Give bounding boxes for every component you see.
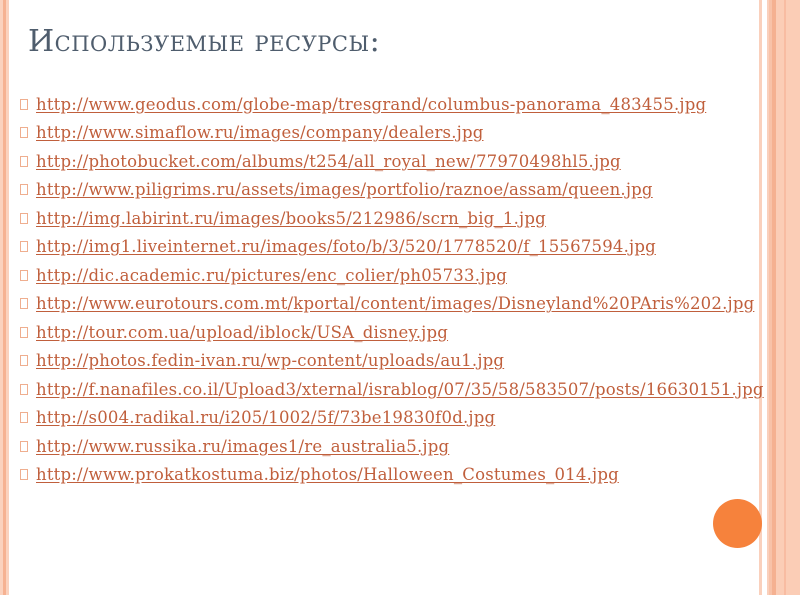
resource-link[interactable]: http://img1.liveinternet.ru/images/foto/b/3/520/1778520/f_15567594.jpg [36,237,656,257]
resource-link[interactable]: http://img.labirint.ru/images/books5/212986/scrn_big_1.jpg [36,208,546,228]
square-bullet-icon [20,412,28,423]
resource-list-item [18,461,752,490]
resource-list-item [18,347,752,376]
resource-link[interactable]: http://tour.com.ua/upload/iblock/USA_disney.jpg [36,322,449,342]
resource-link[interactable]: http://www.simaflow.ru/images/company/dealers.jpg [36,123,484,143]
square-bullet-icon [20,327,28,338]
slide-title: Используемые ресурсы: [28,24,381,59]
resource-list-item [18,404,752,433]
resource-link[interactable]: http://www.eurotours.com.mt/kportal/content/images/Disneyland%20PAris%202.jpg [36,294,755,314]
resource-link[interactable]: http://www.prokatkostuma.biz/photos/Halloween_Costumes_014.jpg [36,465,619,485]
resource-list-item [18,375,764,404]
square-bullet-icon [20,270,28,281]
right-border-decoration [759,0,800,595]
resource-list-item [18,432,752,461]
square-bullet-icon [20,156,28,167]
resource-link[interactable]: http://www.piligrims.ru/assets/images/portfolio/raznoe/assam/queen.jpg [36,180,653,200]
square-bullet-icon [20,184,28,195]
square-bullet-icon [20,384,28,395]
resource-list-item [18,204,752,233]
square-bullet-icon [20,355,28,366]
square-bullet-icon [20,441,28,452]
square-bullet-icon [20,213,28,224]
resource-list-item [18,119,752,148]
resource-list-item [18,90,752,119]
left-border-decoration [0,0,10,595]
accent-circle [713,499,762,548]
resource-list-item [18,176,752,205]
square-bullet-icon [20,99,28,110]
resource-list-item [18,318,752,347]
resource-list-item [18,290,755,319]
resource-link[interactable]: http://f.nanafiles.co.il/Upload3/xternal/israblog/07/35/58/583507/posts/16630151.jpg [36,379,764,399]
resource-link[interactable]: http://www.russika.ru/images1/re_australia5.jpg [36,436,450,456]
resource-link[interactable]: http://photos.fedin-ivan.ru/wp-content/uploads/au1.jpg [36,351,505,371]
resource-list-item [18,147,752,176]
resource-link[interactable]: http://dic.academic.ru/pictures/enc_colier/ph05733.jpg [36,265,507,285]
resource-link[interactable]: http://www.geodus.com/globe-map/tresgrand/columbus-panorama_483455.jpg [36,94,707,114]
resource-list [18,90,764,489]
square-bullet-icon [20,298,28,309]
resource-link[interactable]: http://s004.radikal.ru/i205/1002/5f/73be19830f0d.jpg [36,408,496,428]
square-bullet-icon [20,241,28,252]
resource-list-item [18,261,752,290]
resource-list-item [18,233,752,262]
resource-link[interactable]: http://photobucket.com/albums/t254/all_royal_new/77970498hl5.jpg [36,151,621,171]
square-bullet-icon [20,127,28,138]
square-bullet-icon [20,469,28,480]
